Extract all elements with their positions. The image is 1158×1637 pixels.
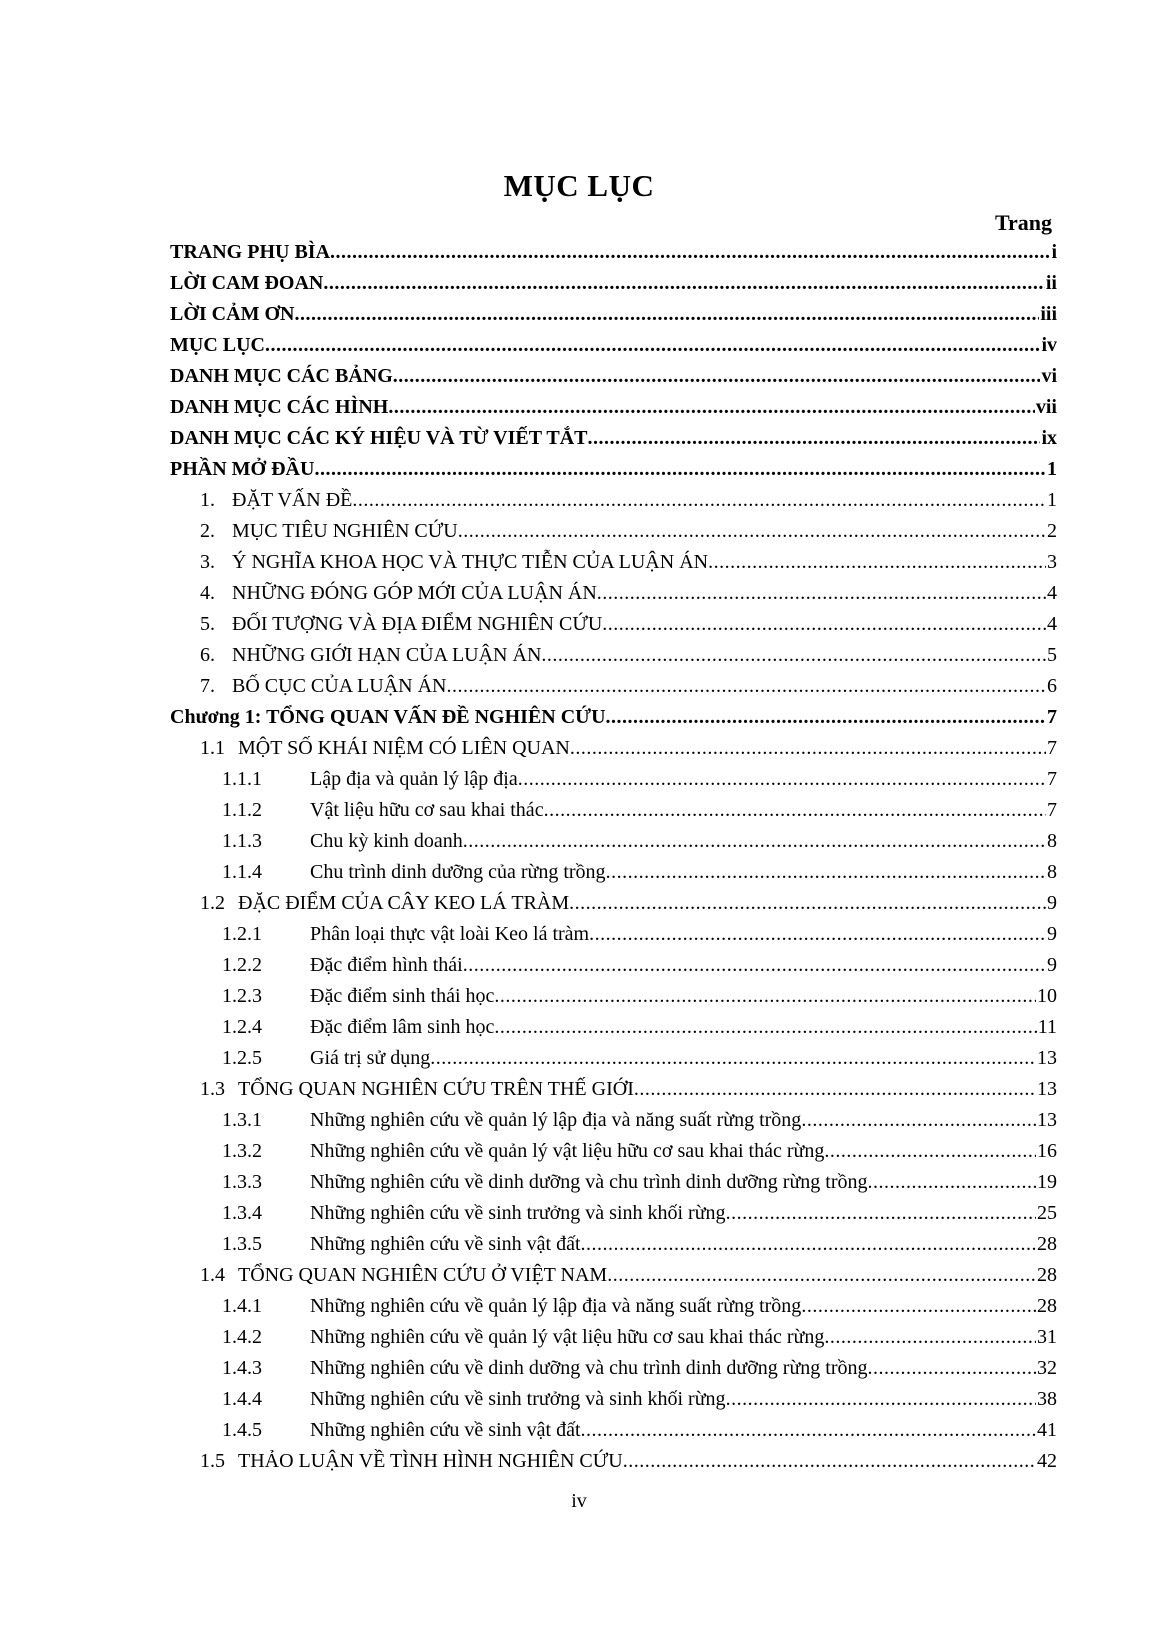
toc-entry-number: 4. [200,582,215,604]
toc-entry-label: Những nghiên cứu về quản lý vật liệu hữu cơ sau khai thác rừng [310,1140,825,1162]
toc-entry-page: 7 [1047,706,1057,728]
toc-entry-number: 1.1.1 [222,768,262,790]
toc-entry-number: 5. [200,613,215,635]
dot-leader [726,1384,1036,1415]
toc-entry-page: 8 [1047,861,1057,883]
toc-entry[interactable] [170,392,1057,423]
toc-entry[interactable] [170,826,1057,857]
dot-leader [581,1229,1036,1260]
toc-entry-page: 6 [1047,675,1057,697]
toc-entry-page: 28 [1037,1264,1057,1286]
table-of-contents [170,237,1057,1477]
toc-entry[interactable] [170,1229,1057,1260]
toc-entry-number: 1.4.2 [222,1326,262,1348]
dot-leader [824,1136,1036,1167]
dot-leader [430,1043,1036,1074]
toc-entry-number: 1. [200,489,215,511]
toc-entry-label: Những nghiên cứu về quản lý lập địa và năng suất rừng trồng [310,1109,802,1131]
toc-entry-number: 1.5 [200,1450,225,1472]
dot-leader [606,702,1046,733]
toc-entry[interactable] [170,1074,1057,1105]
toc-entry-number: 1.1 [200,737,225,759]
toc-entry[interactable] [170,671,1057,702]
toc-entry-number: 1.2.3 [222,985,262,1007]
toc-entry-page: 10 [1037,985,1057,1007]
toc-entry[interactable] [170,1291,1057,1322]
toc-entry-label: DANH MỤC CÁC BẢNG [170,365,393,387]
toc-entry-page: 3 [1047,551,1057,573]
toc-entry[interactable] [170,454,1057,485]
dot-leader [458,516,1046,547]
toc-entry[interactable] [170,857,1057,888]
dot-leader [494,981,1036,1012]
toc-entry-page: 7 [1047,737,1057,759]
toc-entry-page: 31 [1037,1326,1057,1348]
toc-entry-label: BỐ CỤC CỦA LUẬN ÁN [232,675,447,697]
toc-entry-page: vi [1041,365,1057,387]
toc-entry-page: 32 [1037,1357,1057,1379]
toc-entry-label: DANH MỤC CÁC KÝ HIỆU VÀ TỪ VIẾT TẮT [170,427,588,449]
toc-entry-number: 1.4.5 [222,1419,262,1441]
toc-entry[interactable] [170,1136,1057,1167]
toc-entry-label: ĐẶT VẤN ĐỀ [232,489,353,511]
toc-entry-page: 28 [1037,1233,1057,1255]
toc-entry-page: 1 [1047,489,1057,511]
toc-entry-label: NHỮNG ĐÓNG GÓP MỚI CỦA LUẬN ÁN [232,582,597,604]
dot-leader [708,547,1046,578]
toc-entry-label: Những nghiên cứu về sinh trưởng và sinh khối rừng [310,1202,726,1224]
toc-entry-page: 38 [1037,1388,1057,1410]
dot-leader [265,330,1040,361]
toc-entry-page: 9 [1047,923,1057,945]
toc-entry[interactable] [170,1384,1057,1415]
dot-leader [569,888,1046,919]
dot-leader [352,485,1046,516]
toc-entry-number: 1.3.1 [222,1109,262,1131]
toc-entry-number: 1.4.1 [222,1295,262,1317]
toc-entry-page: 9 [1047,954,1057,976]
toc-entry-label: ĐẶC ĐIỂM CỦA CÂY KEO LÁ TRÀM [238,892,570,914]
toc-entry-page: i [1051,241,1057,263]
toc-entry-page: 5 [1047,644,1057,666]
toc-entry[interactable] [170,702,1057,733]
dot-leader [314,454,1046,485]
footer-page-number: iv [571,1490,587,1512]
toc-entry[interactable] [170,733,1057,764]
dot-leader [393,361,1041,392]
toc-entry[interactable] [170,950,1057,981]
dot-leader [388,392,1035,423]
dot-leader [607,1260,1036,1291]
toc-entry-number: 2. [200,520,215,542]
toc-entry-number: 1.3 [200,1078,225,1100]
dot-leader [518,764,1046,795]
toc-entry-number: 1.4 [200,1264,225,1286]
toc-entry-label: Những nghiên cứu về dinh dưỡng và chu trình dinh dưỡng rừng trồng [310,1357,868,1379]
toc-entry-page: 1 [1047,458,1057,480]
toc-entry-page: 42 [1037,1450,1057,1472]
toc-entry[interactable] [170,485,1057,516]
toc-entry-page: iii [1040,303,1057,325]
toc-entry-label: TỔNG QUAN NGHIÊN CỨU TRÊN THẾ GIỚI [238,1078,634,1100]
toc-entry[interactable] [170,1415,1057,1446]
toc-entry[interactable] [170,795,1057,826]
toc-entry-page: 2 [1047,520,1057,542]
toc-entry-number: 3. [200,551,215,573]
toc-entry[interactable] [170,1198,1057,1229]
toc-entry-label: NHỮNG GIỚI HẠN CỦA LUẬN ÁN [232,644,542,666]
toc-entry-page: 25 [1037,1202,1057,1224]
toc-entry-page: 8 [1047,830,1057,852]
dot-leader [294,299,1039,330]
toc-entry-label: TRANG PHỤ BÌA [170,241,331,263]
toc-entry[interactable] [170,764,1057,795]
dot-leader [824,1322,1036,1353]
dot-leader [623,1446,1036,1477]
toc-entry-number: 1.2.4 [222,1016,262,1038]
dot-leader [801,1105,1036,1136]
toc-entry-label: Những nghiên cứu về sinh vật đất [310,1233,581,1255]
toc-entry-page: 7 [1047,768,1057,790]
toc-entry-page: 28 [1037,1295,1057,1317]
dot-leader [330,237,1050,268]
dot-leader [463,826,1046,857]
toc-entry-number: 1.2.5 [222,1047,262,1069]
page-column-header: Trang [994,210,1052,235]
toc-entry-label: Chương 1: TỔNG QUAN VẤN ĐỀ NGHIÊN CỨU [170,706,606,728]
dot-leader [587,423,1040,454]
toc-entry[interactable] [170,1105,1057,1136]
toc-entry[interactable] [170,361,1057,392]
toc-entry[interactable] [170,330,1057,361]
toc-entry-page: 4 [1047,582,1057,604]
toc-entry-page: 41 [1037,1419,1057,1441]
dot-leader [726,1198,1036,1229]
toc-entry-number: 1.1.4 [222,861,262,883]
toc-entry-number: 1.1.3 [222,830,262,852]
toc-entry-page: 13 [1037,1109,1057,1131]
toc-entry-page: 11 [1037,1016,1057,1038]
toc-entry[interactable] [170,268,1057,299]
toc-entry-page: 19 [1037,1171,1057,1193]
toc-entry-number: 1.1.2 [222,799,262,821]
page-title: MỤC LỤC [503,168,655,203]
toc-entry-label: ĐỐI TƯỢNG VÀ ĐỊA ĐIỂM NGHIÊN CỨU [232,613,603,635]
dot-leader [544,795,1046,826]
dot-leader [634,1074,1036,1105]
toc-entry[interactable] [170,578,1057,609]
dot-leader [868,1167,1037,1198]
dot-leader [606,857,1046,888]
toc-entry-label: MỤC LỤC [170,334,265,356]
toc-entry-label: Đặc điểm sinh thái học [310,985,495,1007]
toc-entry-label: MỘT SỐ KHÁI NIỆM CÓ LIÊN QUAN [238,737,570,759]
toc-entry-label: THẢO LUẬN VỀ TÌNH HÌNH NGHIÊN CỨU [238,1450,623,1472]
toc-entry-label: LỜI CAM ĐOAN [170,272,324,294]
toc-entry-number: 1.3.3 [222,1171,262,1193]
toc-entry-number: 1.3.2 [222,1140,262,1162]
toc-entry-number: 1.2.2 [222,954,262,976]
toc-entry-number: 6. [200,644,215,666]
toc-entry[interactable] [170,423,1057,454]
toc-entry-label: Chu kỳ kinh doanh [310,830,463,852]
toc-entry-page: 13 [1037,1047,1057,1069]
toc-entry[interactable] [170,981,1057,1012]
dot-leader [323,268,1045,299]
toc-entry[interactable] [170,1260,1057,1291]
dot-leader [494,1012,1036,1043]
dot-leader [602,609,1046,640]
toc-entry-label: Lập địa và quản lý lập địa [310,768,518,790]
dot-leader [801,1291,1036,1322]
toc-entry[interactable] [170,299,1057,330]
toc-entry-page: vii [1035,396,1057,418]
toc-entry-label: Những nghiên cứu về sinh vật đất [310,1419,581,1441]
dot-leader [581,1415,1036,1446]
toc-entry-label: Những nghiên cứu về sinh trưởng và sinh khối rừng [310,1388,726,1410]
toc-entry-page: 9 [1047,892,1057,914]
dot-leader [446,671,1046,702]
toc-entry-number: 1.2 [200,892,225,914]
toc-entry[interactable] [170,1322,1057,1353]
toc-entry-label: Đặc điểm hình thái [310,954,463,976]
toc-entry-label: TỔNG QUAN NGHIÊN CỨU Ở VIỆT NAM [238,1264,608,1286]
toc-entry-page: 7 [1047,799,1057,821]
dot-leader [570,733,1046,764]
toc-entry-page: 4 [1047,613,1057,635]
toc-entry-number: 1.3.5 [222,1233,262,1255]
dot-leader [589,919,1046,950]
toc-entry-label: Giá trị sử dụng [310,1047,431,1069]
dot-leader [868,1353,1037,1384]
toc-entry-number: 1.3.4 [222,1202,262,1224]
dot-leader [463,950,1046,981]
toc-entry-label: LỜI CẢM ƠN [170,303,295,325]
toc-entry[interactable] [170,1446,1057,1477]
toc-entry-page: 16 [1037,1140,1057,1162]
toc-entry[interactable] [170,516,1057,547]
toc-entry-label: Chu trình dinh dưỡng của rừng trồng [310,861,606,883]
toc-entry[interactable] [170,888,1057,919]
toc-entry[interactable] [170,237,1057,268]
toc-entry-label: Phân loại thực vật loài Keo lá tràm [310,923,590,945]
toc-entry-page: ix [1041,427,1057,449]
toc-entry[interactable] [170,547,1057,578]
toc-entry[interactable] [170,1043,1057,1074]
toc-entry-page: ii [1045,272,1057,294]
toc-entry-label: PHẦN MỞ ĐẦU [170,458,315,480]
toc-entry-label: DANH MỤC CÁC HÌNH [170,396,389,418]
toc-entry[interactable] [170,640,1057,671]
toc-entry-label: Vật liệu hữu cơ sau khai thác [310,799,544,821]
toc-entry-label: Đặc điểm lâm sinh học [310,1016,495,1038]
dot-leader [597,578,1046,609]
toc-entry-page: iv [1041,334,1057,356]
toc-entry[interactable] [170,609,1057,640]
toc-entry-number: 1.4.3 [222,1357,262,1379]
toc-entry[interactable] [170,919,1057,950]
toc-entry-number: 7. [200,675,215,697]
toc-entry-page: 13 [1037,1078,1057,1100]
toc-entry[interactable] [170,1012,1057,1043]
dot-leader [541,640,1046,671]
toc-entry-number: 1.4.4 [222,1388,262,1410]
toc-entry-label: Những nghiên cứu về quản lý vật liệu hữu cơ sau khai thác rừng [310,1326,825,1348]
toc-entry-number: 1.2.1 [222,923,262,945]
toc-entry[interactable] [170,1167,1057,1198]
toc-entry-label: Ý NGHĨA KHOA HỌC VÀ THỰC TIỄN CỦA LUẬN ÁN [232,551,709,573]
toc-entry-label: Những nghiên cứu về dinh dưỡng và chu trình dinh dưỡng rừng trồng [310,1171,868,1193]
toc-entry-label: MỤC TIÊU NGHIÊN CỨU [232,520,458,542]
toc-entry-label: Những nghiên cứu về quản lý lập địa và năng suất rừng trồng [310,1295,802,1317]
toc-entry[interactable] [170,1353,1057,1384]
